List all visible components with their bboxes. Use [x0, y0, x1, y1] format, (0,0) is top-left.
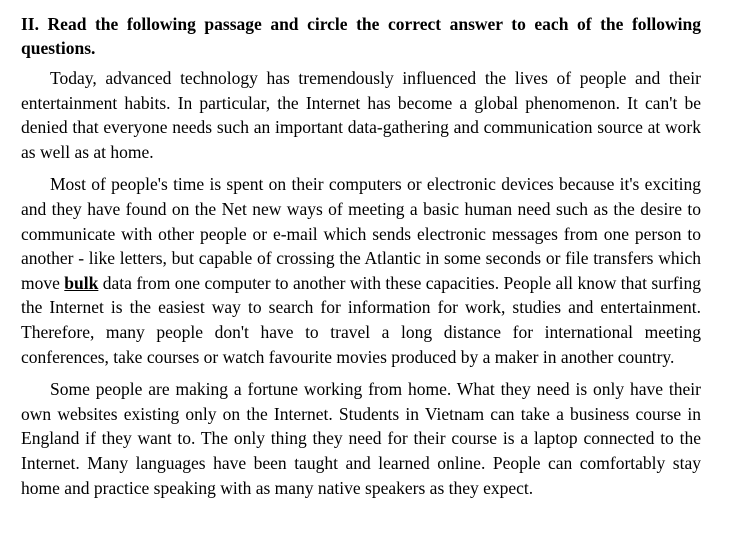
- paragraph-2-text-before: Most of people's time is spent on their computers or electronic devices because it's exciting and they have found on the Net new ways of meeting a basic human need such as the desire to communicate with other people or e-mail which sends electronic messages from one person to another - like letters, but capable of crossing the Atlantic in some seconds or file transfers which move: [21, 174, 701, 293]
- passage-paragraph-3: Some people are making a fortune working from home. What they need is only have their own websites existing only on the Internet. Students in Vietnam can take a business course in England if they want to. The only thing they need for their course is a laptop connected to the Internet. Many languages have been taught and learned online. People can comfortably stay home and practice speaking with as many native speakers as they expect.: [21, 379, 701, 498]
- passage-paragraph-1: Today, advanced technology has tremendously influenced the lives of people and their entertainment habits. In particular, the Internet has become a global phenomenon. It can't be denied that everyone needs such an important data-gathering and communication source at work as well as at home.: [21, 68, 701, 162]
- keyword-bulk: bulk: [64, 272, 99, 293]
- passage-paragraph-2: [21, 172, 701, 369]
- exercise-heading: II. Read the following passage and circle the correct answer to each of the following questions.: [21, 14, 701, 58]
- paragraph-2-text-after: data from one computer to another with these capacities. People all know that surfing the Internet is the easiest way to search for information for work, studies and entertainment. Therefore, many people don't have to travel a long distance for international meeting conferences, take courses or watch favourite movies produced by a maker in another country.: [21, 272, 701, 367]
